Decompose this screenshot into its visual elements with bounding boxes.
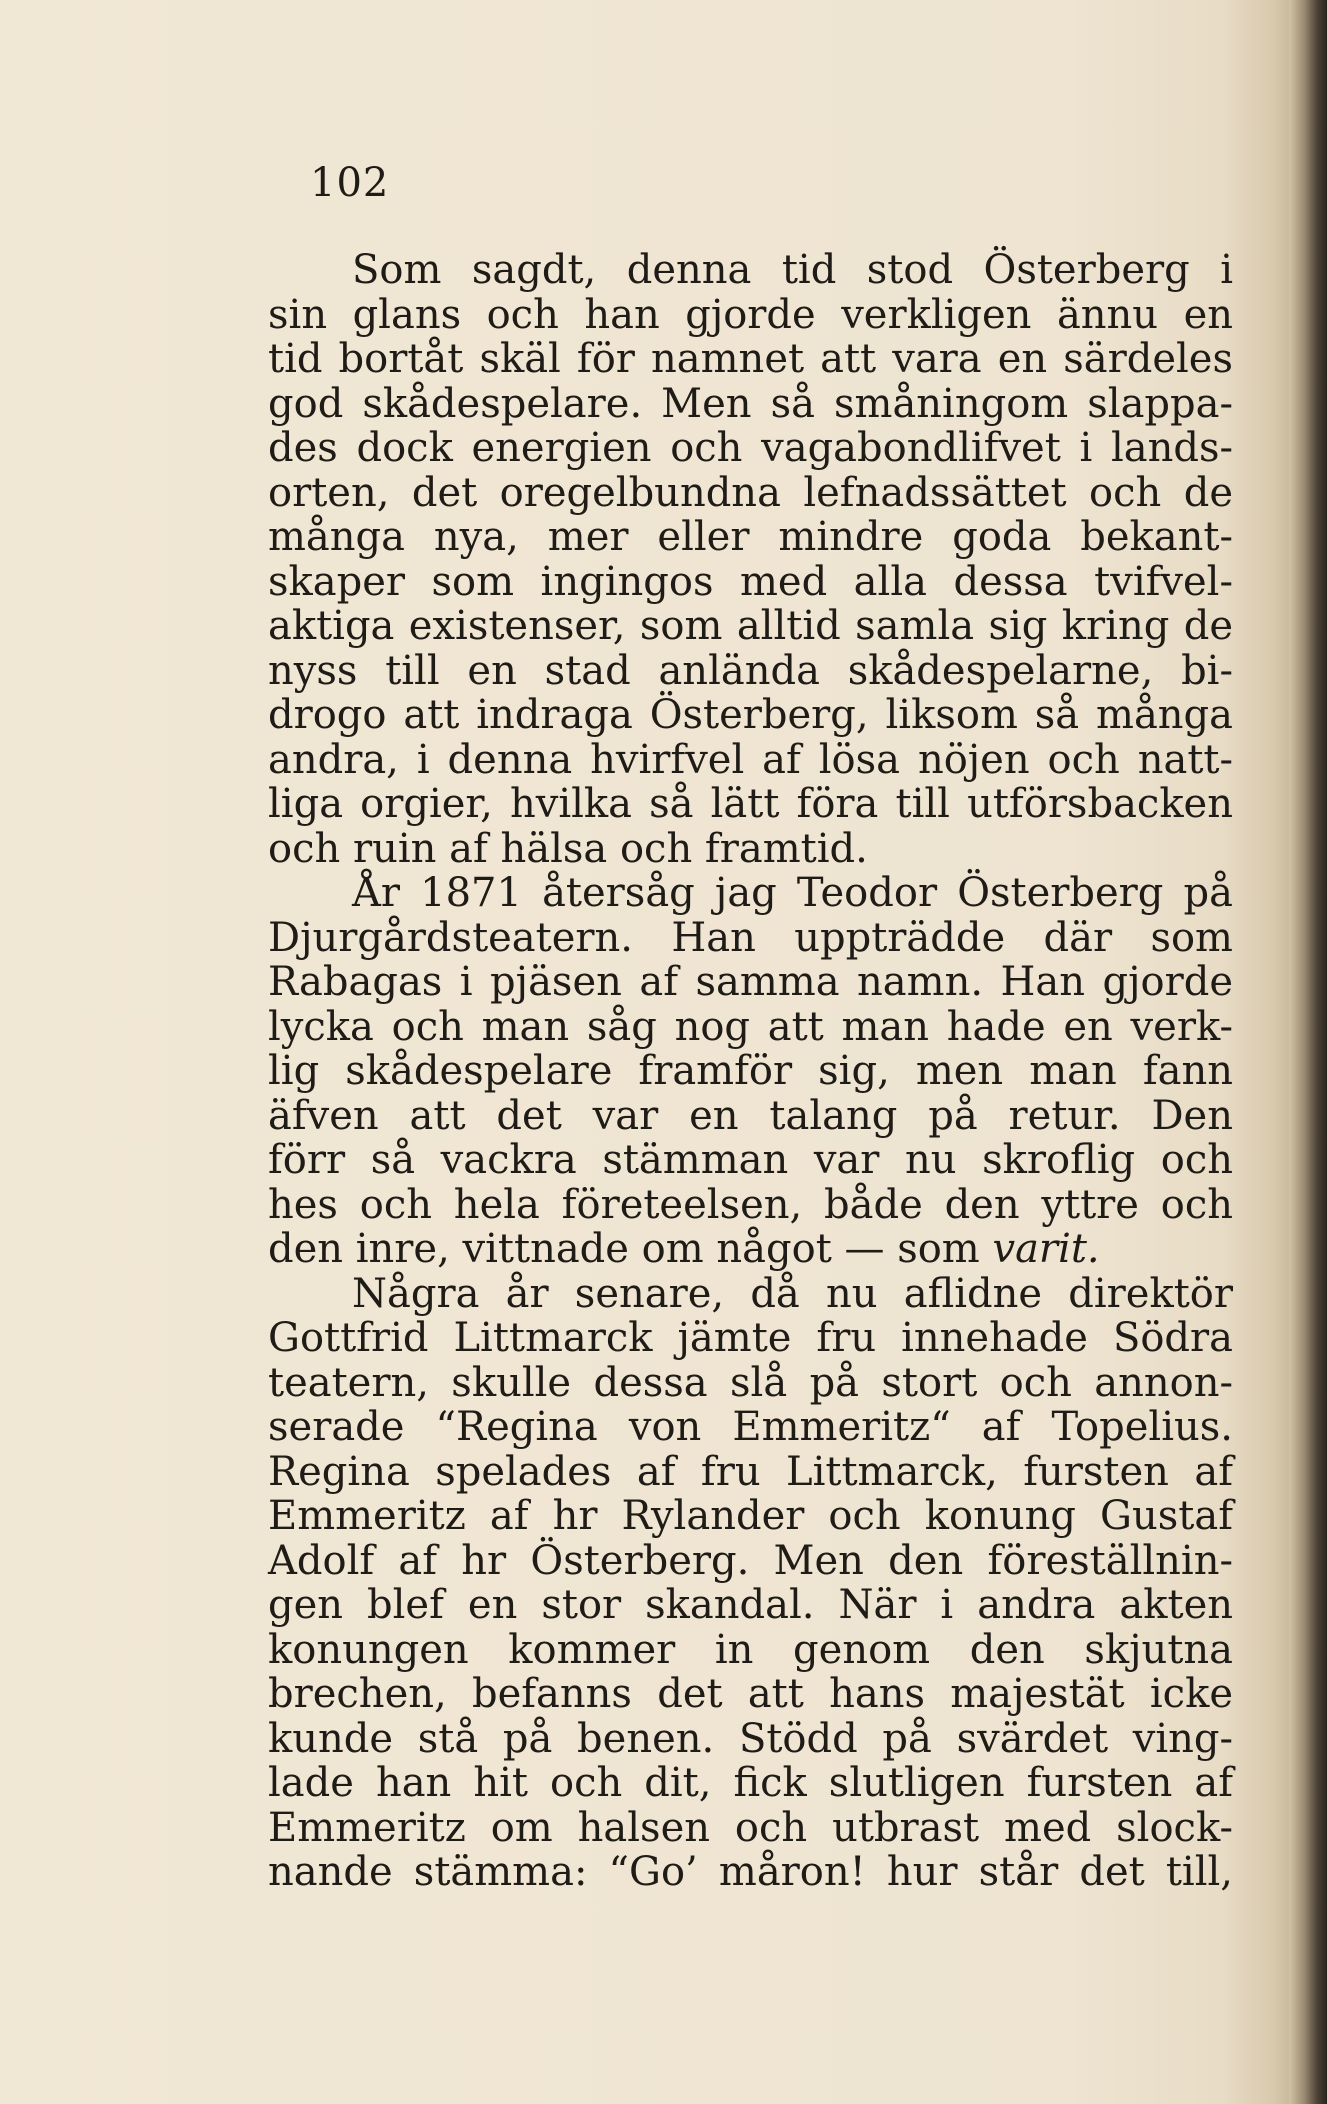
text-line: År 1871 återsåg jag Teodor Österberg på xyxy=(352,870,1233,916)
text-line: Regina spelades af fru Littmarck, fursten af xyxy=(268,1448,1233,1495)
body-text xyxy=(268,248,1233,1895)
text-line: teatern, skulle dessa slå på stort och annon- xyxy=(268,1359,1233,1406)
text-line: Som sagdt, denna tid stod Österberg i xyxy=(352,247,1233,293)
text-line: många nya, mer eller mindre goda bekant- xyxy=(268,514,1233,560)
text-line: hes och hela företeelsen, både den yttre och xyxy=(268,1181,1233,1228)
text-line: lig skådespelare framför sig, men man fann xyxy=(268,1048,1233,1094)
text-line: och ruin af hälsa och framtid. xyxy=(268,825,868,872)
text-line: nyss till en stad anlända skådespelarne, bi- xyxy=(268,647,1233,694)
text-line: andra, i denna hvirfvel af lösa nöjen och natt- xyxy=(268,736,1233,783)
text-line: förr så vackra stämman var nu skroflig och xyxy=(268,1137,1233,1183)
text-line: gen blef en stor skandal. När i andra akten xyxy=(268,1582,1233,1628)
text-line: aktiga existenser, som alltid samla sig kring de xyxy=(268,603,1233,649)
text-line: Emmeritz om halsen och utbrast med slock- xyxy=(268,1804,1233,1851)
text-line: konungen kommer in genom den skjutna xyxy=(268,1626,1233,1673)
text-line: drogo att indraga Österberg, liksom så många xyxy=(268,692,1233,738)
text-line: des dock energien och vagabondlifvet i lands- xyxy=(268,425,1233,471)
text-segment: den inre, vittnade om något — som xyxy=(268,1226,980,1272)
page-number: 102 xyxy=(310,160,390,206)
text-line: Djurgårdsteatern. Han uppträdde där som xyxy=(268,914,1233,961)
text-line: tid bortåt skäl för namnet att vara en särdeles xyxy=(268,336,1233,382)
text-line: Emmeritz af hr Rylander och konung Gustaf xyxy=(268,1493,1233,1539)
text-line: Några år senare, då nu aflidne direktör xyxy=(352,1270,1233,1317)
text-line: Adolf af hr Österberg. Men den föreställnin- xyxy=(268,1537,1233,1584)
book-spine-shadow xyxy=(1289,0,1327,2104)
text-line: kunde stå på benen. Stödd på svärdet ving- xyxy=(268,1715,1233,1762)
italic-word: varit. xyxy=(992,1226,1100,1272)
text-line: skaper som ingingos med alla dessa tvifvel- xyxy=(268,558,1233,605)
text-line: orten, det oregelbundna lefnadssättet och de xyxy=(268,469,1233,516)
text-line: liga orgier, hvilka så lätt föra till utförsbacken xyxy=(268,781,1233,827)
text-line: brechen, befanns det att hans majestät icke xyxy=(268,1671,1233,1717)
text-line: nande stämma: “Go’ måron! hur står det till, xyxy=(268,1849,1233,1895)
text-line: äfven att det var en talang på retur. Den xyxy=(268,1092,1233,1139)
text-line: Rabagas i pjäsen af samma namn. Han gjorde xyxy=(268,959,1233,1005)
text-line xyxy=(268,1227,1233,1272)
text-line: Gottfrid Littmarck jämte fru innehade Södra xyxy=(268,1315,1233,1361)
text-line: god skådespelare. Men så småningom slappa- xyxy=(268,380,1233,427)
text-line: sin glans och han gjorde verkligen ännu en xyxy=(268,291,1233,338)
text-line: lade han hit och dit, fick slutligen fursten af xyxy=(268,1760,1233,1806)
text-line: serade “Regina von Emmeritz“ af Topelius. xyxy=(268,1404,1233,1450)
text-line: lycka och man såg nog att man hade en verk- xyxy=(268,1003,1233,1050)
